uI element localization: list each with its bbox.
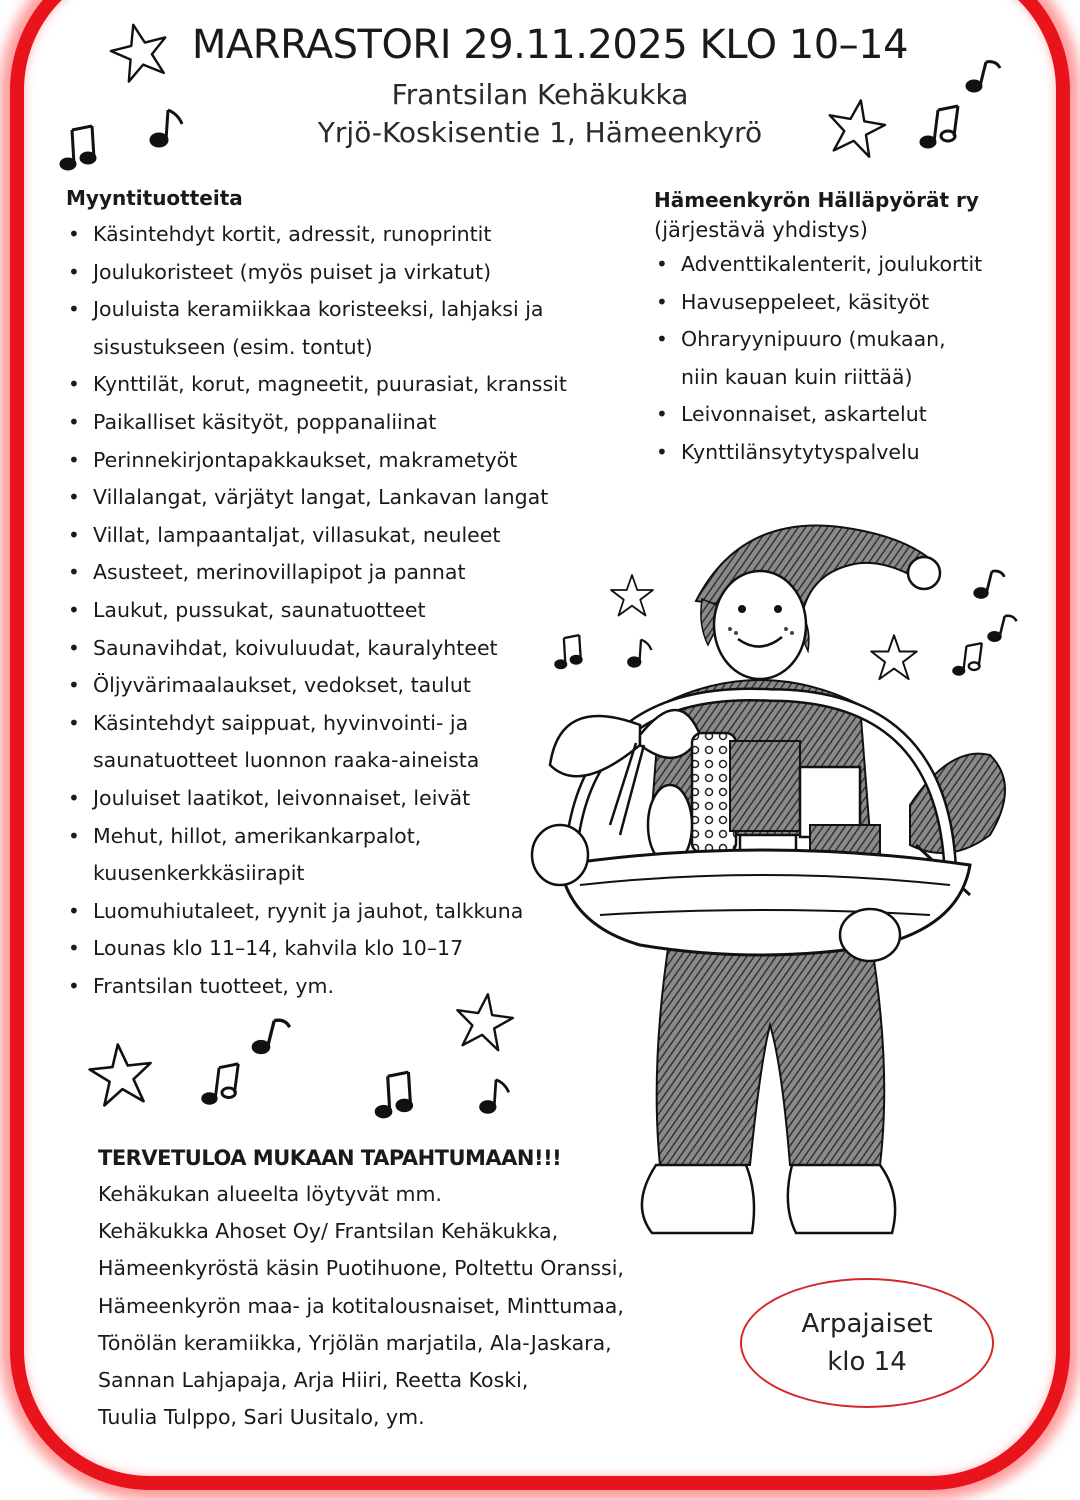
star-icon — [86, 1040, 156, 1110]
list-item: • Joulukoristeet (myös puiset ja virkatut) — [66, 254, 586, 292]
page-title: MARRASTORI 29.11.2025 KLO 10–14 — [191, 22, 909, 68]
star-icon — [824, 96, 888, 160]
raffle-time: klo 14 — [827, 1347, 907, 1377]
welcome-line: Sannan Lahjapaja, Arja Hiiri, Reetta Koski, — [98, 1368, 529, 1393]
list-item: • Villat, lampaantaljat, villasukat, neuleet — [66, 517, 586, 555]
list-item: • Laukut, pussukat, saunatuotteet — [66, 592, 586, 630]
organizer-section — [654, 188, 1014, 472]
raffle-label: Arpajaiset — [801, 1309, 933, 1339]
music-note-icon — [250, 1014, 294, 1058]
list-item: • Villalangat, värjätyt langat, Lankavan langat — [66, 479, 586, 517]
welcome-section — [98, 1146, 658, 1436]
products-heading: Myyntituotteita — [66, 186, 243, 210]
welcome-heading: TERVETULOA MUKAAN TAPAHTUMAAN!!! — [98, 1146, 562, 1170]
welcome-line: Kehäkukka Ahoset Oy/ Frantsilan Kehäkukka, — [98, 1219, 559, 1244]
welcome-line: Hämeenkyrön maa- ja kotitalousnaiset, Minttumaa, — [98, 1293, 624, 1318]
music-note-icon — [58, 122, 102, 174]
list-item: • Leivonnaiset, askartelut — [654, 396, 1014, 434]
list-item: • Jouluista keramiikkaa koristeeksi, lahjaksi ja sisustukseen (esim. tontut) — [66, 291, 563, 366]
star-icon — [108, 20, 172, 84]
list-item: • Kynttilät, korut, magneetit, puurasiat, kranssit — [66, 366, 586, 404]
products-list — [66, 216, 586, 1005]
venue-name: Frantsilan Kehäkukka — [391, 78, 689, 111]
venue-address: Yrjö-Koskisentie 1, Hämeenkyrö — [317, 116, 763, 149]
products-section — [66, 186, 586, 1005]
list-item: • Havuseppeleet, käsityöt — [654, 284, 1014, 322]
list-item: • Luomuhiutaleet, ryynit ja jauhot, talkkuna — [66, 893, 586, 931]
list-item: • Jouluiset laatikot, leivonnaiset, leivät — [66, 780, 586, 818]
music-note-icon — [918, 102, 962, 154]
list-item: • Frantsilan tuotteet, ym. — [66, 968, 586, 1006]
music-note-icon — [372, 1068, 420, 1122]
list-item: • Käsintehdyt kortit, adressit, runoprintit — [66, 216, 586, 254]
list-item: • Asusteet, merinovillapipot ja pannat — [66, 554, 586, 592]
list-item: • Adventtikalenterit, joulukortit — [654, 246, 1014, 284]
list-item: • Perinnekirjontapakkaukset, makrametyöt — [66, 442, 586, 480]
music-note-icon — [196, 1060, 246, 1110]
raffle-badge — [740, 1278, 994, 1408]
list-item: • Öljyvärimaalaukset, vedokset, taulut — [66, 667, 586, 705]
music-note-icon — [964, 56, 1004, 96]
welcome-line: Hämeenkyröstä käsin Puotihuone, Poltettu Oranssi, — [98, 1256, 624, 1281]
list-item: • Paikalliset käsityöt, poppanaliinat — [66, 404, 586, 442]
welcome-line: Kehäkukan alueelta löytyvät mm. — [98, 1182, 442, 1206]
list-item: • Käsintehdyt saippuat, hyvinvointi- ja saunatuotteet luonnon raaka-aineista — [66, 705, 493, 780]
organizer-heading: Hämeenkyrön Hälläpyörät ry — [654, 188, 979, 212]
list-item: • Kynttilänsytytyspalvelu — [654, 434, 1014, 472]
organizer-list — [654, 246, 1014, 472]
list-item: • Saunavihdat, koivuluudat, kauralyhteet — [66, 630, 586, 668]
music-note-icon — [474, 1076, 518, 1116]
list-item: • Mehut, hillot, amerikankarpalot, kuusenkerkkäsiirapit — [66, 818, 473, 893]
list-item: • Lounas klo 11–14, kahvila klo 10–17 — [66, 930, 586, 968]
welcome-line: Tönölän keramiikka, Yrjölän marjatila, Ala-Jaskara, — [98, 1330, 612, 1355]
music-note-icon — [148, 106, 188, 150]
organizer-subheading: (järjestävä yhdistys) — [654, 218, 868, 242]
welcome-line: Tuulia Tulppo, Sari Uusitalo, ym. — [98, 1405, 425, 1430]
list-item: • Ohraryynipuuro (mukaan, niin kauan kuin riittää) — [654, 321, 981, 396]
